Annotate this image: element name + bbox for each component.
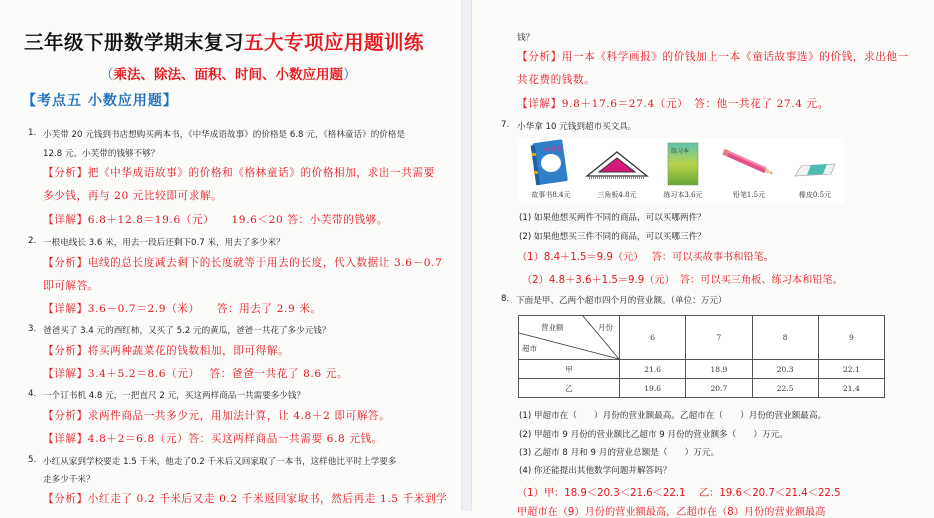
answer-text: （1）甲：18.9＜20.3＜21.6＜22.1 乙：19.6＜20.7＜21.4＜22.5 (517, 488, 841, 499)
item-label: 橡皮0.5元 (798, 191, 832, 199)
svg-text:故事书: 故事书 (544, 146, 563, 153)
question-text: 小芙带 20 元钱到书店想购买两本书，《中华成语故事》的价格是 6.8 元，《格林童话》的价格是 (43, 130, 406, 140)
item-story-book (519, 138, 583, 203)
document-page-left (0, 0, 461, 511)
analysis-text: 【分析】把《中华成语故事》的价格和《格林童话》的价格相加，求出一共需要 (43, 167, 435, 179)
answer-text: （1）8.4＋1.5＝9.9（元） 答：可以买故事书和铅笔。 (517, 252, 774, 263)
question-text: 钱？ (517, 33, 535, 43)
item-label: 铅笔1.5元 (732, 191, 766, 199)
table-row (519, 360, 885, 379)
question-text: 小华拿 10 元钱到超市买文具。 (517, 122, 637, 132)
table-row (519, 379, 885, 398)
analysis-text: 即可解答。 (43, 280, 99, 292)
item-triangle-ruler (585, 138, 649, 203)
page-gutter (461, 0, 472, 511)
store-name: 乙 (519, 379, 620, 398)
sub-question: (3) 乙超市 8 月和 9 月的营业总额是（ ）万元。 (519, 448, 720, 458)
month-header: 8 (752, 316, 818, 360)
svg-text:练习本: 练习本 (671, 148, 690, 155)
detail-text: 【详解】3.4＋5.2＝8.6（元） 答：爸爸一共花了 8.6 元。 (43, 368, 349, 380)
table-cell: 22.1 (818, 360, 884, 379)
question-number: 8. (501, 294, 510, 304)
sub-question: (4) 你还能提出其他数学问题并解答吗？ (519, 466, 672, 476)
question-number: 4. (28, 389, 37, 399)
title-red-part: 五大专项应用题训练 (244, 31, 425, 54)
table-cell: 21.4 (818, 379, 884, 398)
question-text: 一个订书机 4.8 元，一把直尺 2 元，买这两样商品一共需要多少钱？ (43, 391, 306, 401)
question-number: 7. (501, 120, 510, 130)
question-text: 小红从家到学校要走 1.5 千米，他走了0.2 千米后又回家取了一本书，这样他比平时上学要多 (43, 457, 397, 467)
item-eraser (783, 138, 847, 203)
answer-text: 甲超市在（9）月份的营业额最高，乙超市在（8）月份的营业额最高 (517, 507, 826, 518)
question-text: 12.8 元。小芙带的钱够不够？ (43, 149, 160, 159)
sub-question: (1) 如果他想买两件不同的商品，可以买哪两件？ (519, 213, 706, 223)
table-header-row (519, 316, 885, 360)
sub-question: (2) 如果他想买三件不同的商品，可以买哪三件？ (519, 232, 706, 242)
table-cell: 20.7 (686, 379, 752, 398)
question-text: 下面是甲、乙两个超市四个月的营业额。（单位：万元） (516, 296, 727, 306)
answer-text: （2）4.8＋3.6＋1.5＝9.9（元） 答：可以买三角板、练习本和铅笔。 (522, 275, 843, 286)
question-text: 走多少千米？ (43, 475, 95, 485)
detail-text: 【详解】4.8＋2＝6.8（元）答：买这两样商品一共需要 6.8 元钱。 (43, 433, 383, 445)
page-subtitle (100, 63, 357, 83)
table-cell: 18.9 (686, 360, 752, 379)
item-exercise-book (651, 138, 715, 203)
corner-label-store: 超市 (522, 344, 537, 353)
sub-question: (1) 甲超市在（ ）月份的营业额最高。乙超市在（ ）月份的营业额最高。 (519, 411, 827, 421)
paren-open: （ (100, 67, 114, 83)
month-header: 6 (620, 316, 686, 360)
story-book-icon (529, 139, 573, 187)
analysis-text: 【分析】将买两种蔬菜花的钱数相加，即可得解。 (43, 345, 290, 357)
item-pencil (717, 138, 781, 203)
sub-question: (2) 甲超市 9 月份的营业额比乙超市 9 月份的营业额多（ ）万元。 (519, 430, 788, 440)
table-cell: 21.6 (620, 360, 686, 379)
analysis-text: 【分析】小红走了 0.2 千米后又走 0.2 千米返回家取书，然后再走 1.5 千米到学 (43, 493, 448, 505)
triangle-ruler-icon (585, 150, 649, 180)
month-header: 7 (686, 316, 752, 360)
question-text: 爸爸买了 3.4 元的西红柿，又买了 5.2 元的黄瓜，爸爸一共花了多少元钱？ (43, 326, 331, 336)
sales-table (518, 315, 885, 398)
analysis-text: 共花费的钱数。 (517, 74, 596, 86)
store-name: 甲 (519, 360, 620, 379)
corner-label-month: 月份 (598, 323, 613, 332)
title-black-part: 三年级下册数学期末复习 (24, 31, 245, 54)
section-heading: 【考点五 小数应用题】 (22, 93, 178, 109)
question-number: 5. (28, 455, 37, 465)
detail-text: 【详解】6.8＋12.8＝19.6（元） 19.6＜20 答：小芙带的钱够。 (43, 214, 389, 226)
analysis-text: 【分析】电线的总长度减去剩下的长度就等于用去的长度，代入数据让 3.6－0.7 (43, 257, 443, 269)
page-title (24, 27, 424, 55)
eraser-icon (793, 160, 837, 180)
analysis-text: 【分析】求两件商品一共多少元，用加法计算，让 4.8＋2 即可解答。 (43, 410, 391, 422)
item-label: 故事书8.4元 (531, 191, 571, 199)
analysis-text: 多少钱，再与 20 元比较即可求解。 (43, 190, 223, 202)
table-corner-cell (519, 316, 620, 360)
corner-label-amount: 营业额 (541, 323, 564, 332)
stationery-image (517, 138, 844, 203)
question-number: 2. (28, 236, 37, 246)
item-label: 练习本3.6元 (663, 191, 703, 199)
question-number: 1. (28, 128, 37, 138)
month-header: 9 (818, 316, 884, 360)
question-text: 一根电线长 3.6 米，用去一段后还剩下0.7 米，用去了多少米？ (43, 238, 285, 248)
detail-text: 【详解】3.6－0.7＝2.9（米） 答：用去了 2.9 米。 (43, 303, 322, 315)
table-cell: 20.3 (752, 360, 818, 379)
analysis-text: 【分析】用一本《科学画报》的价钱加上一本《童话故事选》的价钱，求出他一 (517, 51, 909, 63)
question-number: 3. (28, 324, 37, 334)
pencil-icon (719, 148, 779, 178)
table-cell: 19.6 (620, 379, 686, 398)
detail-text: 【详解】9.8＋17.6＝27.4（元） 答：他一共花了 27.4 元。 (517, 98, 829, 110)
subtitle-text: 乘法、除法、面积、时间、小数应用题 (113, 67, 343, 83)
paren-close: ） (343, 67, 357, 83)
item-label: 三角板4.8元 (597, 191, 637, 199)
table-cell: 22.5 (752, 379, 818, 398)
exercise-book-icon (666, 141, 700, 187)
